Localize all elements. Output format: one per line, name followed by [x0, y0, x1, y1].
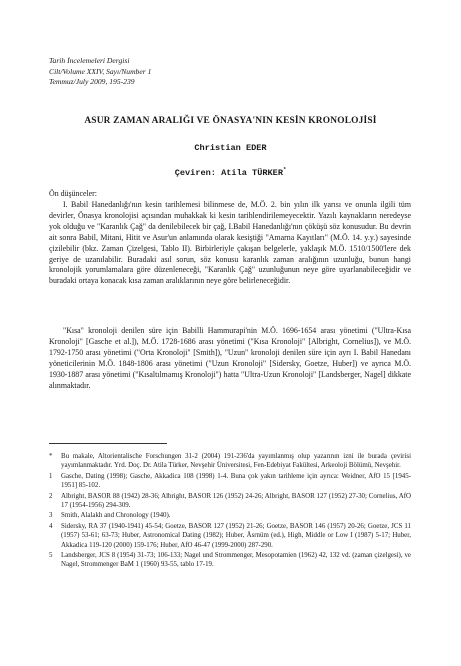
footnote-number: 4 — [49, 522, 53, 530]
intro-heading: Ön düşünceler: — [49, 189, 97, 198]
journal-name: Tarih İncelemeleri Dergisi — [49, 56, 130, 65]
footnote-text: Albright, BASOR 88 (1942) 28-36; Albright, BASOR 126 (1952) 24-26; Albright, BASOR 127 (1952) 27-30; Cornelius, AfO 17 (1954-1956) 294-309. — [61, 492, 411, 510]
footnote — [49, 511, 411, 520]
footnote-text: Landsberger, JCS 8 (1954) 31-73; 106-133; Nagel und Strommenger, Mesopotamien (1962) 42, 132 vd. (zaman çizelgesi), ve Nagel, Strommenger BaM 1 (1960) 93-55, tablo 17-19. — [61, 552, 411, 569]
journal-date-pages: Temmuz/July 2009, 195-239 — [49, 77, 135, 86]
translator-line — [0, 168, 461, 178]
footnote — [49, 472, 411, 491]
translator-footnote-mark: * — [283, 166, 287, 174]
footnote-number: 3 — [49, 512, 53, 520]
footnote — [49, 522, 411, 550]
footnote-number: 5 — [49, 552, 53, 560]
translator-label: Çeviren: Atila TÜRKER — [174, 168, 283, 178]
author-name: Christian EDER — [194, 143, 267, 153]
footnotes — [49, 452, 411, 571]
footnote — [49, 492, 411, 511]
body-paragraph-1: I. Babil Hanedanlığı'nın kesin tarihlemesi bilinmese de, M.Ö. 2. bin yılın ilk yarısı ve onunla ilgili tüm devirler, Önasya kronolojisi açısından muhakkak ki kesin tarihlendirilemeyecektir. Yazılı kaynakların neredeyse yok olduğu ve "Karanlık Çağ" da denilebilecek bir çağ, I.Babil Hanedanlığı'nın çöküşü söz konusudur. Bu devrin ait sonra Babil, Mitani, Hitit ve Asur'un anlamında olarak kesiştiği "Amarna Kayıtları" (M.Ö. 14. y.y.) sayesinde çizilebilir (bkz. Zaman Çizelgesi, Tablo II). Birbirleriyle çakışan belgelerle, yaklaşık M.Ö. 1510/1500'lere dek geriye de uzanılabilir. Buradaki asıl sorun, söz konusu karanlık zaman aralığının uzunluğu, bunun hangi kronolojik yorumlamalara göre düzenleneceği, "Karanlık Çağ" uzunluğunun neye göre uyarlanabileceğidir ve buradaki ortaya konacak kısa zaman aralıklarının neye göre belirleneceğidir. — [49, 200, 411, 286]
footnote-text: Sidersky, RA 37 (1940-1941) 45-54; Goetze, BASOR 127 (1952) 21-26; Goetze, BASOR 146 (1957) 20-26; Goetze, JCS 11 (1957) 53-61; 63-73; Huber, Astronomical Dating (1982); Huber, Äsrnüm (ed.), High, Middle or Low I (1987) 5-17; Huber, Akkadica 119-120 (2000) 159-176; Huber, AfO 46-47 (1999-2000) 287-290. — [61, 522, 411, 549]
footnote-divider — [49, 443, 167, 444]
footnote-text: Gasche, Dating (1998); Gasche, Akkadica 108 (1998) 1-4. Buna çok yakın tarihleme için ayrıca: Weidner, AfO 15 [1945-1951] 85-102. — [61, 472, 411, 490]
footnote-number: 1 — [49, 472, 53, 480]
body-paragraph-2: "Kısa" kronoloji denilen süre için Babilli Hammurapi'nin M.Ö. 1696-1654 arası yönetimi ("Ultra-Kısa Kronoloji" [Gasche et al.]), M.Ö. 1728-1686 arası yönetimi ("Kısa Kronoloji" [Albright, Cornelius]), ve M.Ö. 1792-1750 arası yönetimi ("Orta Kronoloji" [Smith]), "Uzun" kronoloji denilen süre için ayrı I. Babil Hanedanı yöneticilerinin M.Ö. 1848-1806 arası yönetimi ("Uzun Kronoloji" [Sidersky, Goetze, Huber]) ve ayrıca M.Ö. 1930-1887 arası yönetimi ("Kısaltılmamış Kronoloji") hatta "Ultra-Uzun Kronoloji" [Landsberger, Nagel] dikkate alınmaktadır. — [49, 326, 411, 390]
footnote-text: Smith, Alalakh and Chronology (1940). — [61, 512, 171, 520]
journal-header — [49, 56, 151, 88]
article-title: ASUR ZAMAN ARALIĞI VE ÖNASYA'NIN KESİN KRONOLOJİSİ — [84, 116, 377, 126]
journal-volume: Cilt/Volume XXIV, Sayı/Number 1 — [49, 66, 152, 76]
footnote-text: Bu makale, Altorientalische Forschungen 31-2 (2004) 191-236'da yayımlanmış olup yazarının izni ile burada çevirisi yayımlanmaktadır. Yrd. Doç. Dr. Atila Türker, Nevşehir Üniversitesi, Fen-Edebiyat Fakültesi, Arkeoloji Bölümü, Nevşehir. — [61, 453, 411, 470]
footnote-number: * — [49, 453, 53, 460]
footnote — [49, 452, 411, 471]
footnote-number: 2 — [49, 492, 53, 500]
footnote — [49, 551, 411, 570]
